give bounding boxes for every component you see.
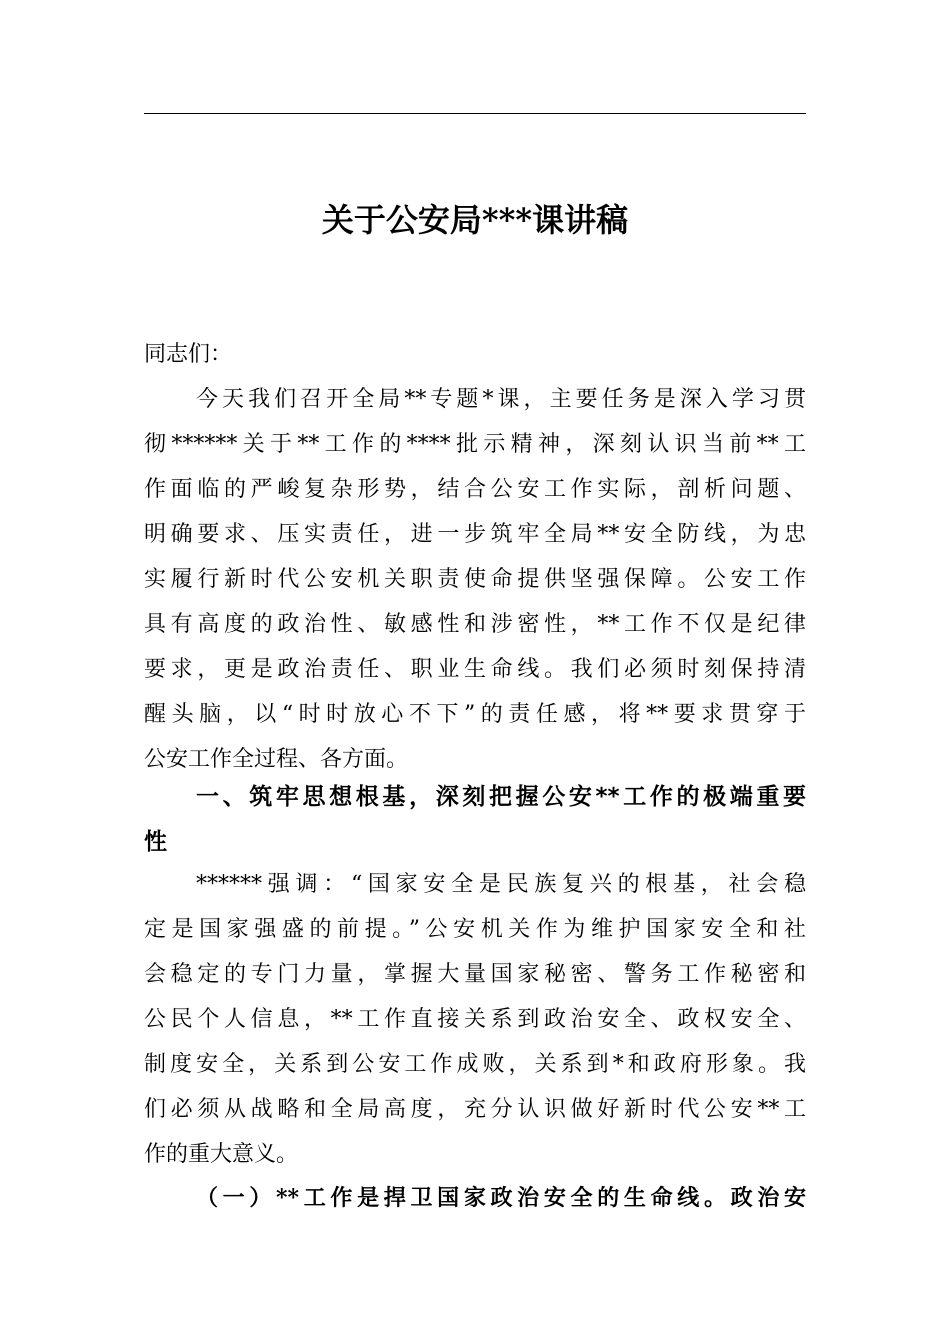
paragraph-line: 制度安全，关系到公安工作成败，关系到*和政府形象。我 — [144, 1052, 806, 1077]
paragraph-line: 们必须从战略和全局高度，充分认识做好新时代公安**工 — [144, 1097, 806, 1122]
paragraph-intro — [144, 377, 806, 782]
paragraph-line: 今天我们召开全局**专题*课，主要任务是深入学习贯 — [196, 387, 806, 412]
paragraph-line: 具有高度的政治性、敏感性和涉密性，**工作不仅是纪律 — [144, 612, 806, 637]
paragraph-line: 要求，更是政治责任、职业生命线。我们必须时刻保持清 — [144, 657, 806, 682]
header-rule — [144, 113, 806, 114]
paragraph-line: 公安工作全过程、各方面。 — [144, 747, 409, 772]
salutation: 同志们： — [144, 342, 233, 367]
paragraph-line: 醒头脑，以“时时放心不下”的责任感，将**要求贯穿于 — [144, 702, 806, 727]
paragraph-line: 实履行新时代公安机关职责使命提供坚强保障。公安工作 — [144, 567, 806, 592]
document-title: 关于公安局***课讲稿 — [321, 201, 629, 239]
section-heading-1 — [144, 775, 806, 865]
heading-line: 一、筑牢思想根基，深刻把握公安**工作的极端重要 — [196, 784, 806, 810]
paragraph-line: 作的重大意义。 — [144, 1142, 299, 1167]
paragraph-section-1 — [144, 862, 806, 1177]
subheading-line: （一）**工作是捍卫国家政治安全的生命线。政治安 — [196, 1185, 806, 1211]
paragraph-line: 彻******关于**工作的****批示精神，深刻认识当前**工 — [144, 432, 806, 457]
paragraph-line: 明确要求、压实责任，进一步筑牢全局**安全防线，为忠 — [144, 522, 806, 547]
paragraph-line: 定是国家强盛的前提。”公安机关作为维护国家安全和社 — [144, 917, 806, 942]
paragraph-line: 作面临的严峻复杂形势，结合公安工作实际，剖析问题、 — [144, 477, 806, 502]
subsection-heading-1 — [144, 1176, 806, 1221]
paragraph-line: 会稳定的专门力量，掌握大量国家秘密、警务工作秘密和 — [144, 962, 806, 987]
paragraph-line: 公民个人信息，**工作直接关系到政治安全、政权安全、 — [144, 1007, 806, 1032]
paragraph-line: ******强调：“国家安全是民族复兴的根基，社会稳 — [196, 872, 806, 897]
heading-line: 性 — [144, 829, 167, 855]
